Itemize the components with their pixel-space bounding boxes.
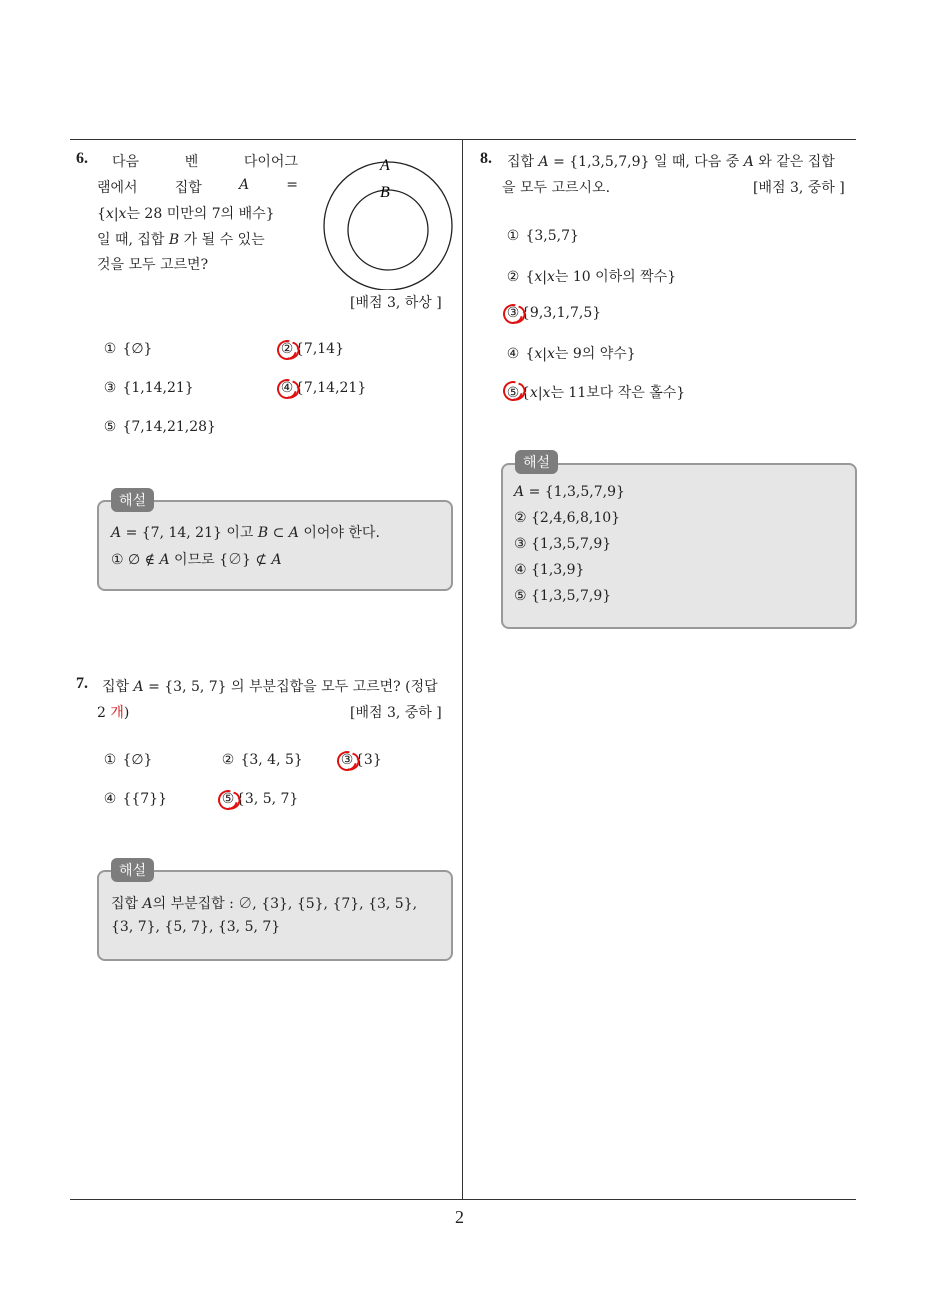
q8-solution-line-3: ③ {1,3,5,7,9} xyxy=(514,536,612,552)
q6-meta: [배점 3, 하상 ] xyxy=(350,295,442,311)
q8-solution-line-4: ④ {1,3,9} xyxy=(514,562,585,578)
q8-choice-4[interactable]: ④ {x|x는 9의 약수} xyxy=(506,346,636,362)
q7-solution-tag: 해설 xyxy=(111,858,154,882)
q7-choice-2[interactable]: ② {3, 4, 5} xyxy=(221,752,303,768)
q6-line-2: 램에서 집합 A = xyxy=(97,177,298,196)
bottom-rule xyxy=(70,1199,856,1200)
column-divider xyxy=(462,139,463,1200)
q6-number: 6. xyxy=(76,150,88,167)
q8-line-2: 을 모두 고르시오. xyxy=(502,180,611,196)
top-rule xyxy=(70,139,856,140)
q8-choice-1[interactable]: ① {3,5,7} xyxy=(506,228,579,244)
q7-choice-4[interactable]: ④ {{7}} xyxy=(103,791,167,807)
q8-number: 8. xyxy=(480,150,492,167)
q8-meta: [배점 3, 중하 ] xyxy=(753,180,845,196)
q7-line-2: 2 개) xyxy=(97,705,130,721)
venn-label-b: B xyxy=(380,184,390,201)
q6-line-4: 일 때, 집합 B 가 될 수 있는 xyxy=(97,232,265,248)
q7-solution-line-2: {3, 7}, {5, 7}, {3, 5, 7} xyxy=(111,919,281,935)
q7-solution-box xyxy=(97,870,453,961)
q7-number: 7. xyxy=(76,675,88,692)
q6-solution-line-2: ① ∅ ∉ A 이므로 {∅} ⊄ A xyxy=(111,552,282,568)
q8-solution-line-1: A = {1,3,5,7,9} xyxy=(514,484,625,500)
q6-choice-4[interactable]: ④ {7,14,21} xyxy=(280,380,367,396)
q8-choice-5[interactable]: ⑤ {x|x는 11보다 작은 홀수} xyxy=(506,385,686,401)
q7-meta: [배점 3, 중하 ] xyxy=(350,705,442,721)
q8-solution-tag: 해설 xyxy=(515,450,558,474)
q7-line-1: 집합 A = {3, 5, 7} 의 부분집합을 모두 고르면? (정답 xyxy=(102,679,438,695)
venn-inner-circle xyxy=(348,190,428,270)
q6-solution-line-1: A = {7, 14, 21} 이고 B ⊂ A 이어야 한다. xyxy=(111,525,380,541)
q6-line-1: 다음 벤 다이어그 xyxy=(112,154,298,170)
q8-choice-3[interactable]: ③ {9,3,1,7,5} xyxy=(506,305,602,321)
venn-label-a: A xyxy=(380,157,390,174)
q6-choice-2[interactable]: ② {7,14} xyxy=(280,341,344,357)
q8-solution-line-2: ② {2,4,6,8,10} xyxy=(514,510,621,526)
q7-choice-3[interactable]: ③ {3} xyxy=(340,752,382,768)
q6-solution-box xyxy=(97,500,453,591)
q8-line-1: 집합 A = {1,3,5,7,9} 일 때, 다음 중 A 와 같은 집합 xyxy=(507,154,835,170)
q6-line-3: {x|x는 28 미만의 7의 배수} xyxy=(97,206,275,222)
q7-solution-line-1: 집합 A의 부분집합 : ∅, {3}, {5}, {7}, {3, 5}, xyxy=(111,896,418,912)
q8-choice-2[interactable]: ② {x|x는 10 이하의 짝수} xyxy=(506,269,677,285)
q6-solution-tag: 해설 xyxy=(111,488,154,512)
q6-choice-5[interactable]: ⑤ {7,14,21,28} xyxy=(103,419,216,435)
q6-choice-3[interactable]: ③ {1,14,21} xyxy=(103,380,194,396)
page-number: 2 xyxy=(455,1207,464,1227)
q6-line-5: 것을 모두 고르면? xyxy=(97,257,209,273)
q7-choice-1[interactable]: ① {∅} xyxy=(103,752,153,768)
venn-diagram xyxy=(318,150,458,290)
venn-outer-circle xyxy=(324,162,452,290)
q6-choice-1[interactable]: ① {∅} xyxy=(103,341,153,357)
q7-choice-5[interactable]: ⑤ {3, 5, 7} xyxy=(221,791,299,807)
q8-solution-line-5: ⑤ {1,3,5,7,9} xyxy=(514,588,612,604)
